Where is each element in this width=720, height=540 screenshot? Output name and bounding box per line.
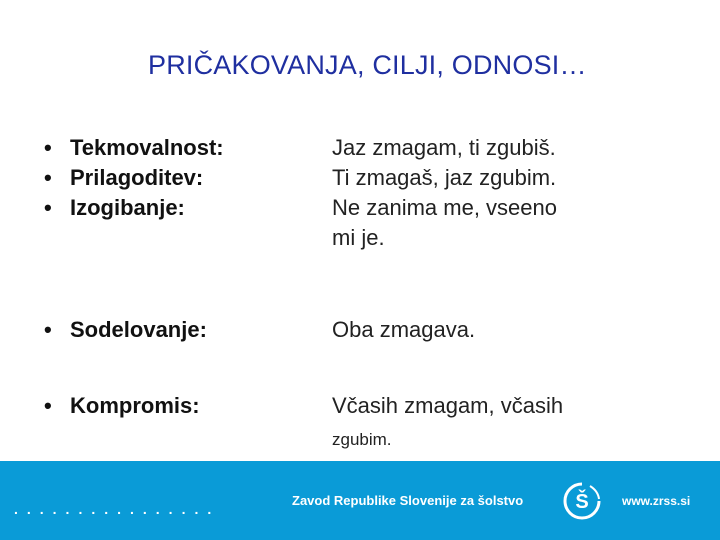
- description-line: Ne zanima me, vseeno: [332, 195, 557, 220]
- bullet-dot: •: [44, 195, 52, 220]
- description-line: Ti zmagaš, jaz zgubim.: [332, 165, 557, 190]
- description-line: Oba zmagava.: [332, 317, 476, 342]
- list-item: [44, 193, 224, 223]
- bullet-dot: •: [44, 135, 52, 160]
- zrss-logo-icon: [562, 481, 602, 521]
- list-item: [44, 133, 224, 163]
- slide-title: PRIČAKOVANJA, CILJI, ODNOSI…: [148, 50, 587, 80]
- description-line: Včasih zmagam, včasih: [332, 393, 564, 418]
- list-item: [44, 317, 207, 343]
- bullet-list: [44, 133, 224, 223]
- bullet-dot: •: [44, 317, 52, 342]
- organization-name: Zavod Republike Slovenije za šolstvo: [292, 493, 524, 508]
- bullet-label: Sodelovanje:: [70, 317, 207, 342]
- bullet-dot: •: [44, 165, 52, 190]
- bullet-label: Tekmovalnost:: [70, 135, 224, 160]
- bullet-label: Izogibanje:: [70, 195, 185, 220]
- description-line: mi je.: [332, 225, 385, 250]
- logo-letter: Š: [575, 491, 589, 513]
- description-line: Jaz zmagam, ti zgubiš.: [332, 135, 556, 160]
- list-item: [44, 393, 200, 419]
- decorative-dots: ................: [14, 501, 221, 517]
- website-link[interactable]: www.zrss.si: [622, 494, 691, 508]
- bullet-label: Prilagoditev:: [70, 165, 204, 190]
- list-item: [44, 163, 224, 193]
- description-line: zgubim.: [332, 430, 392, 449]
- footer-bar: [0, 461, 720, 540]
- bullet-dot: •: [44, 393, 52, 418]
- bullet-label: Kompromis:: [70, 393, 200, 418]
- description-list: [332, 133, 557, 253]
